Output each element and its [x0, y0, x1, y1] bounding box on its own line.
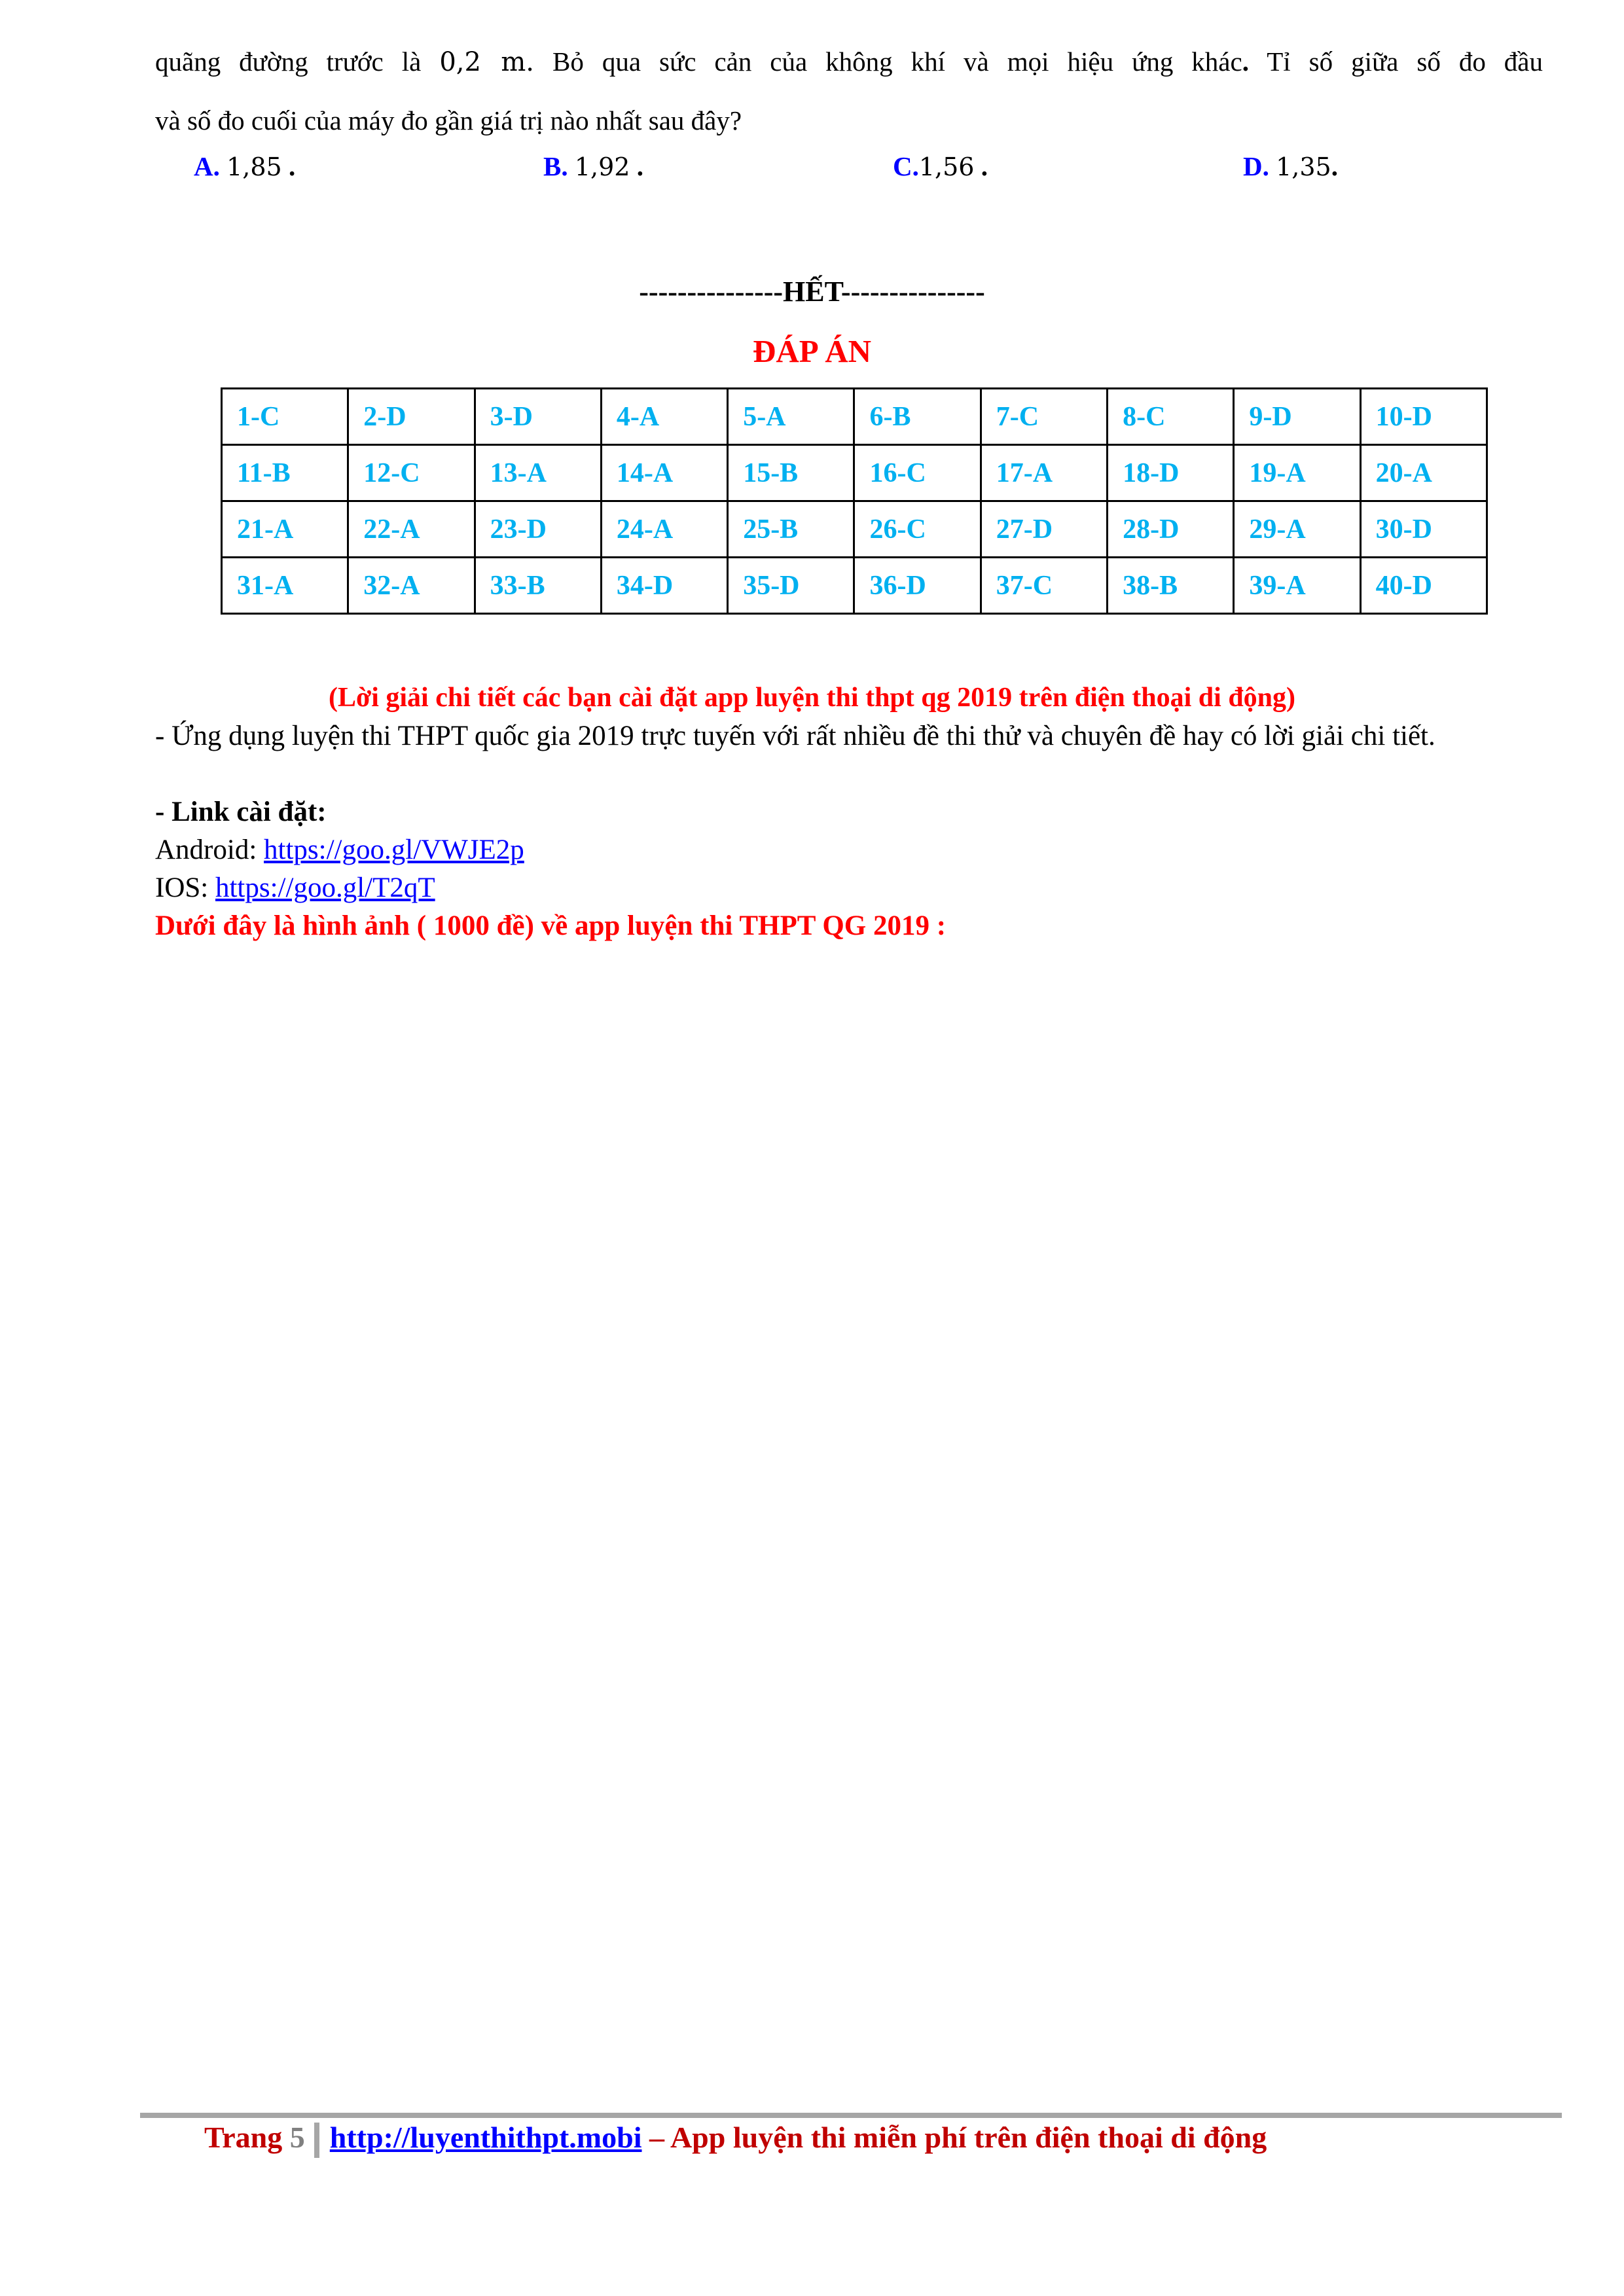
answer-cell: 20-A	[1360, 445, 1487, 501]
question-text: Bỏ qua sức cản của không khí và mọi hiệu ứng khác	[552, 46, 1242, 77]
link-title: - Link cài đặt:	[155, 797, 327, 827]
answer-cell: 38-B	[1108, 558, 1234, 614]
page-footer	[204, 2117, 1267, 2158]
question-math-value: 0,2 m.	[439, 47, 535, 77]
option-a	[194, 151, 295, 182]
answer-cell: 23-D	[475, 501, 601, 558]
android-link[interactable]: https://goo.gl/VWJE2p	[264, 834, 524, 865]
answer-key-title: ĐÁP ÁN	[752, 333, 872, 369]
question-line-2: và số đo cuối của máy đo gần giá trị nào nhất sau đây?	[155, 105, 742, 135]
option-end: .	[1331, 151, 1338, 181]
option-label: D.	[1243, 151, 1269, 181]
answer-cell: 18-D	[1108, 445, 1234, 501]
option-d	[1243, 151, 1338, 182]
answer-cell: 24-A	[601, 501, 727, 558]
answer-cell: 16-C	[854, 445, 981, 501]
answer-cell: 14-A	[601, 445, 727, 501]
answer-cell: 15-B	[728, 445, 854, 501]
answer-cell: 31-A	[222, 558, 348, 614]
solution-note: (Lời giải chi tiết các bạn cài đặt app luyện thi thpt qg 2019 trên điện thoại di động)	[328, 683, 1296, 713]
answer-cell: 19-A	[1234, 445, 1360, 501]
option-label: A.	[194, 151, 220, 181]
table-row	[222, 501, 1487, 558]
answer-cell: 7-C	[981, 389, 1107, 445]
option-end: .	[981, 151, 988, 181]
answer-cell: 3-D	[475, 389, 601, 445]
answer-cell: 5-A	[728, 389, 854, 445]
answer-cell: 32-A	[348, 558, 475, 614]
option-value: 1,85	[226, 152, 282, 181]
answer-cell: 35-D	[728, 558, 854, 614]
answer-cell: 37-C	[981, 558, 1107, 614]
answer-cell: 33-B	[475, 558, 601, 614]
app-description: - Ứng dụng luyện thi THPT quốc gia 2019 trực tuyến với rất nhiều đề thi thử và chuyên đề hay có lời giải chi tiết.	[155, 721, 1435, 751]
answer-cell: 17-A	[981, 445, 1107, 501]
answer-cell: 39-A	[1234, 558, 1360, 614]
question-text: quãng đường trước là	[155, 46, 422, 77]
ios-label: IOS:	[155, 872, 209, 903]
page-number: 5	[289, 2121, 305, 2154]
table-row	[222, 558, 1487, 614]
option-value: 1,35	[1276, 152, 1331, 181]
answer-cell: 6-B	[854, 389, 981, 445]
option-end: .	[288, 151, 296, 181]
option-value: 1,56	[918, 152, 975, 181]
end-marker: ---------------HẾT---------------	[639, 276, 985, 308]
answer-cell: 25-B	[728, 501, 854, 558]
answer-cell: 36-D	[854, 558, 981, 614]
answer-cell: 4-A	[601, 389, 727, 445]
footer-tagline: – App luyện thi miễn phí trên điện thoại di động	[649, 2121, 1267, 2154]
answer-key-table	[221, 387, 1488, 615]
answer-cell: 2-D	[348, 389, 475, 445]
android-link-line	[155, 831, 1562, 869]
table-row	[222, 445, 1487, 501]
answer-cell: 29-A	[1234, 501, 1360, 558]
answer-cell: 11-B	[222, 445, 348, 501]
question-text: Tỉ số giữa số đo đầu	[1267, 46, 1543, 77]
answer-cell: 40-D	[1360, 558, 1487, 614]
app-image-title: Dưới đây là hình ảnh ( 1000 đề) về app luyện thi THPT QG 2019 :	[155, 910, 947, 941]
android-label: Android:	[155, 834, 257, 865]
option-label: B.	[543, 151, 568, 181]
table-row	[222, 389, 1487, 445]
site-link[interactable]: http://luyenthithpt.mobi	[329, 2121, 642, 2154]
answer-cell: 28-D	[1108, 501, 1234, 558]
answer-cell: 30-D	[1360, 501, 1487, 558]
answer-cell: 13-A	[475, 445, 601, 501]
question-line-1	[155, 46, 1543, 78]
answer-cell: 21-A	[222, 501, 348, 558]
question-bold-period: .	[1242, 46, 1249, 77]
answer-cell: 10-D	[1360, 389, 1487, 445]
option-end: .	[636, 151, 643, 181]
option-label: C.	[893, 151, 919, 181]
answer-cell: 8-C	[1108, 389, 1234, 445]
answer-cell: 9-D	[1234, 389, 1360, 445]
answer-cell: 26-C	[854, 501, 981, 558]
answer-cell: 34-D	[601, 558, 727, 614]
answer-cell: 12-C	[348, 445, 475, 501]
page-label: Trang	[204, 2121, 283, 2154]
option-b	[543, 151, 643, 182]
answer-cell: 27-D	[981, 501, 1107, 558]
answer-cell: 1-C	[222, 389, 348, 445]
option-value: 1,92	[574, 152, 630, 181]
ios-link-line	[155, 869, 1562, 907]
answer-cell: 22-A	[348, 501, 475, 558]
option-c	[893, 151, 988, 182]
ios-link[interactable]: https://goo.gl/T2qT	[215, 872, 435, 903]
footer-separator	[314, 2123, 319, 2158]
